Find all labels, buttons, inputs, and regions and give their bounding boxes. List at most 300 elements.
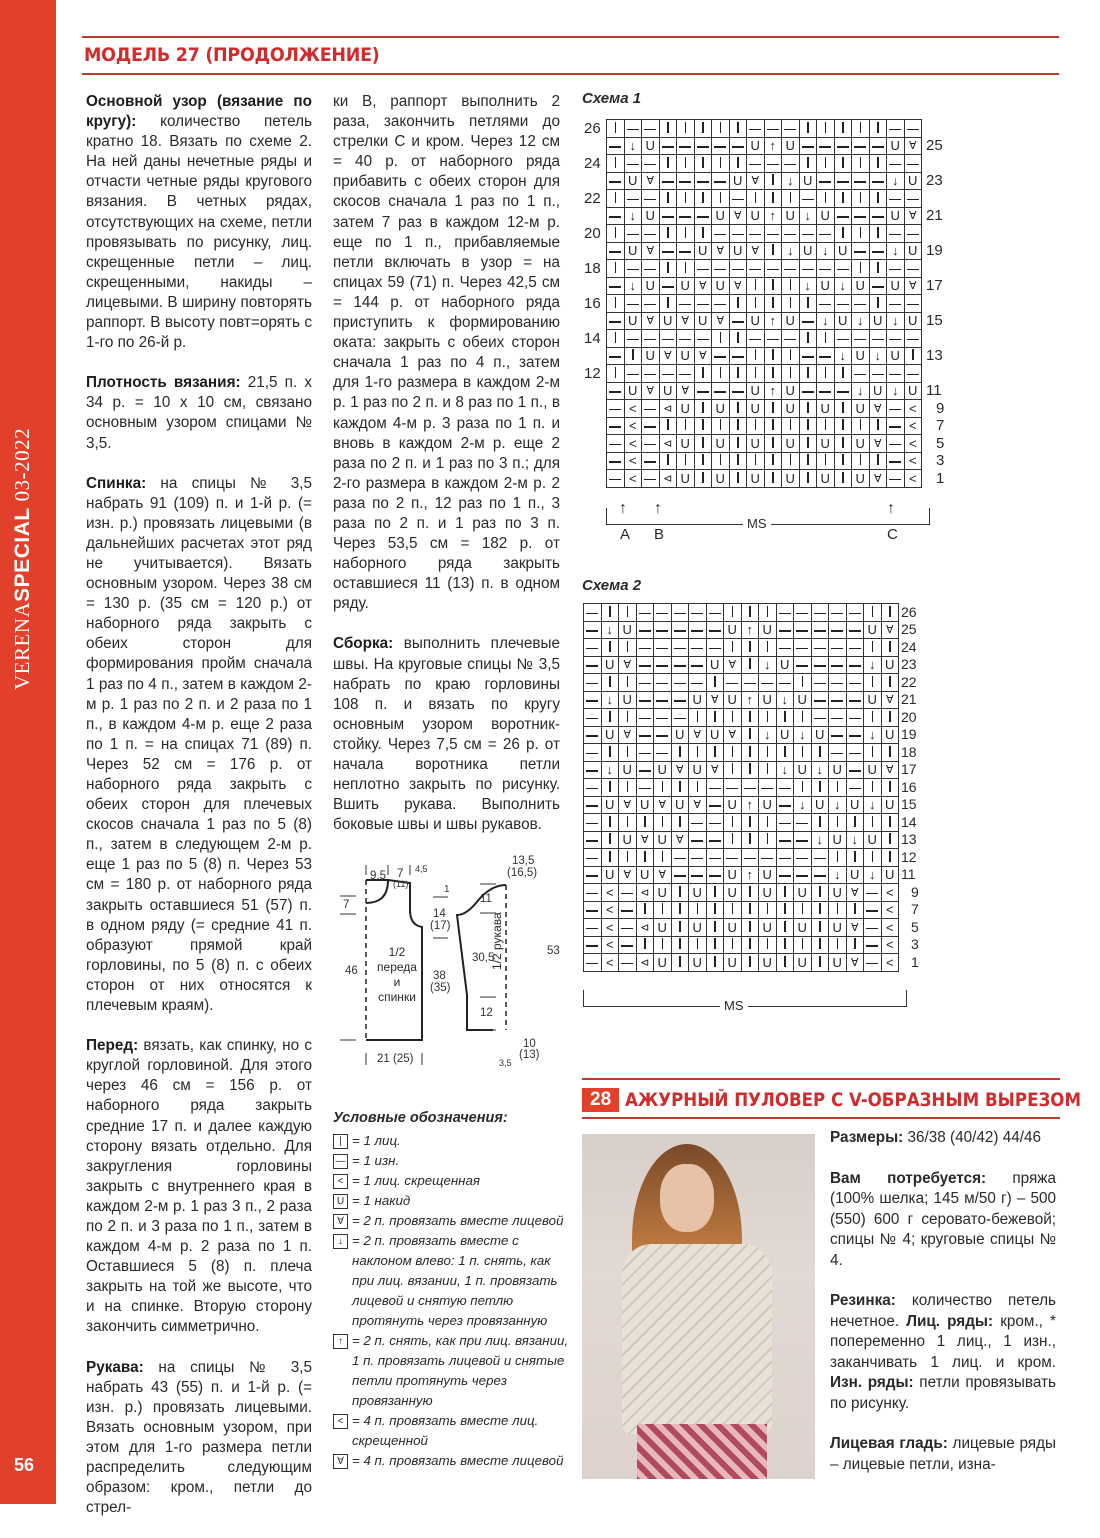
chart-cell <box>776 901 794 919</box>
chart-cell <box>706 709 724 727</box>
knit-symbol <box>825 122 827 133</box>
schema2-ms-bracket <box>583 990 907 1013</box>
purl-symbol <box>854 339 866 341</box>
chart-cell <box>747 172 765 190</box>
chart-cell <box>904 260 922 278</box>
knit-symbol <box>737 297 739 308</box>
purl-symbol <box>732 321 744 323</box>
chart-cell <box>659 242 677 260</box>
knit-symbol <box>697 711 699 722</box>
yarn-over-symbol: U <box>885 867 895 883</box>
chart-cell <box>904 312 922 330</box>
chart-cell <box>671 831 689 849</box>
yarn-over-symbol: U <box>698 313 708 329</box>
chart-cell <box>846 849 864 867</box>
purl-symbol <box>656 665 668 667</box>
purl-symbol <box>802 391 814 393</box>
purl-symbol <box>691 630 703 632</box>
k2tog-symbol: ∀ <box>716 245 725 258</box>
row-number: 5 <box>936 434 945 452</box>
chart-cell <box>694 172 712 190</box>
knit-symbol <box>702 157 704 168</box>
chart-cell <box>584 936 602 954</box>
purl-symbol <box>814 683 826 685</box>
chart-cell <box>799 417 817 435</box>
knit-symbol <box>615 332 617 343</box>
knit-symbol <box>615 157 617 168</box>
chart-cell <box>776 761 794 779</box>
chart-cell <box>764 382 782 400</box>
chart-cell <box>811 691 829 709</box>
row-number: 22 <box>584 189 601 207</box>
purl-symbol <box>639 735 651 737</box>
chart-cell <box>636 656 654 674</box>
chart-cell <box>654 814 672 832</box>
chart-cell <box>817 452 835 470</box>
yarn-over-symbol: U <box>785 435 795 451</box>
k2tog-symbol: ∀ <box>710 764 719 777</box>
chart-cell <box>712 277 730 295</box>
yarn-over-symbol: U <box>855 348 865 364</box>
chart-cell <box>904 347 922 365</box>
legend-label: = 2 п. провязать вместе лицевой <box>352 1213 564 1228</box>
yarn-over-symbol: U <box>727 797 737 813</box>
legend-label: = 4 п. провязать вместе лицевой <box>352 1453 564 1468</box>
purl-symbol <box>639 683 651 685</box>
row-number: 3 <box>911 936 919 952</box>
chart-cell <box>724 814 742 832</box>
chart-cell <box>747 365 765 383</box>
knit-symbol <box>819 956 821 967</box>
chart-cell <box>729 120 747 138</box>
chart-cell <box>846 954 864 972</box>
purl-symbol <box>779 683 791 685</box>
chart-cell <box>694 312 712 330</box>
chart-cell <box>741 604 759 622</box>
purl-symbol <box>779 648 791 650</box>
chart-row <box>607 172 922 190</box>
chart-cell <box>799 207 817 225</box>
knit-symbol <box>790 367 792 378</box>
chart-cell <box>659 347 677 365</box>
purl-symbol <box>907 164 919 166</box>
yarn-over-symbol: U <box>797 919 807 935</box>
knit-symbol <box>784 921 786 932</box>
k2tog-symbol: ∀ <box>693 729 702 742</box>
chart-cell <box>712 172 730 190</box>
chart-row <box>607 470 922 488</box>
chart-cell <box>654 866 672 884</box>
chart-cell <box>689 709 707 727</box>
row-number: 24 <box>901 638 917 655</box>
chart-cell <box>881 656 899 674</box>
chart-cell <box>764 347 782 365</box>
knit-symbol <box>825 419 827 430</box>
purl-symbol <box>831 683 843 685</box>
chart-cell <box>817 225 835 243</box>
purl-symbol <box>609 251 621 253</box>
purl-symbol <box>656 735 668 737</box>
purl-symbol <box>749 269 761 271</box>
chart-cell <box>852 207 870 225</box>
chart-cell <box>677 330 695 348</box>
chart-cell <box>677 260 695 278</box>
chart-cell <box>689 639 707 657</box>
chart-cell <box>834 400 852 418</box>
chart-cell <box>764 260 782 278</box>
yarn-over-symbol: U <box>640 797 650 813</box>
twisted-knit-symbol: < <box>885 902 894 918</box>
knit-symbol <box>749 833 751 844</box>
knit-symbol <box>679 816 681 827</box>
chart-cell <box>794 674 812 692</box>
yarn-over-symbol: U <box>750 470 760 486</box>
chart-row <box>607 207 922 225</box>
purl-symbol <box>639 665 651 667</box>
ssk-arrow-icon: ↓ <box>764 657 771 673</box>
purl-symbol <box>586 683 598 685</box>
chart-cell <box>694 277 712 295</box>
chart-cell <box>659 172 677 190</box>
knit-symbol <box>755 279 757 290</box>
dim-sleeve-cap: 11 <box>480 893 492 905</box>
yarn-over-symbol: U <box>663 383 673 399</box>
purl-symbol <box>644 304 656 306</box>
chart-cell <box>834 330 852 348</box>
purl-symbol <box>796 840 808 842</box>
chart-cell <box>601 744 619 762</box>
yarn-over-symbol: U <box>908 243 918 259</box>
k2tog-symbol: ∀ <box>751 245 760 258</box>
purl-symbol <box>814 648 826 650</box>
chart-cell <box>764 155 782 173</box>
knit-symbol <box>714 921 716 932</box>
chart-cell <box>659 312 677 330</box>
chart-cell <box>636 831 654 849</box>
row-number: 7 <box>911 901 919 917</box>
chart-cell <box>811 604 829 622</box>
chart-cell <box>869 207 887 225</box>
chart-cell <box>887 400 905 418</box>
knit-symbol <box>784 938 786 949</box>
yarn-over-symbol: U <box>785 208 795 224</box>
chart-cell <box>799 470 817 488</box>
knit-symbol <box>784 711 786 722</box>
knit-symbol <box>749 816 751 827</box>
chart-cell <box>864 639 882 657</box>
yarn-over-symbol: U <box>715 400 725 416</box>
chart-cell <box>729 312 747 330</box>
knit-symbol <box>802 711 804 722</box>
row-number: 21 <box>901 691 917 707</box>
purl-symbol <box>837 269 849 271</box>
chart-cell <box>817 312 835 330</box>
chart-cell <box>747 225 765 243</box>
k2tog-symbol: ∀ <box>623 799 632 812</box>
chart-cell <box>677 312 695 330</box>
knit-symbol <box>732 641 734 652</box>
chart-cell <box>584 796 602 814</box>
purl-symbol <box>691 840 703 842</box>
chart-row <box>584 779 899 797</box>
chart-cell <box>601 849 619 867</box>
yarn-over-symbol: U <box>815 727 825 743</box>
chart-cell <box>729 330 747 348</box>
purl-symbol <box>796 875 808 877</box>
chart-cell <box>747 312 765 330</box>
chart-cell <box>782 295 800 313</box>
chart-cell <box>794 884 812 902</box>
knit-symbol <box>825 192 827 203</box>
chart-cell <box>834 435 852 453</box>
purl-symbol <box>674 858 686 860</box>
purl-symbol <box>849 718 861 720</box>
knit-symbol <box>732 833 734 844</box>
purl-symbol <box>644 374 656 376</box>
knit-symbol <box>697 746 699 757</box>
chart-cell <box>584 761 602 779</box>
row-number: 11 <box>926 382 942 399</box>
chart-row <box>607 295 922 313</box>
chart-cell <box>904 190 922 208</box>
dim-sleeve-cuff: 12 <box>480 1007 493 1019</box>
yarn-over-symbol: U <box>680 400 690 416</box>
chart-cell <box>759 796 777 814</box>
chart-cell <box>811 884 829 902</box>
yarn-over-symbol: U <box>803 173 813 189</box>
chart-cell <box>759 866 777 884</box>
chart-row <box>584 674 899 692</box>
legend-label: = 1 изн. <box>352 1153 400 1168</box>
chart-cell <box>607 382 625 400</box>
knit-symbol <box>749 938 751 949</box>
purl-symbol <box>609 479 621 481</box>
purl-symbol <box>662 251 674 253</box>
purl-symbol <box>674 648 686 650</box>
purl-symbol <box>709 858 721 860</box>
ssk-arrow-icon: ↓ <box>629 138 636 154</box>
knit-symbol <box>772 349 774 360</box>
yarn-over-symbol: U <box>657 919 667 935</box>
yarn-over-symbol: U <box>628 173 638 189</box>
purl-symbol <box>714 181 726 183</box>
chart-cell <box>636 919 654 937</box>
chart-cell <box>636 639 654 657</box>
chart-cell <box>764 330 782 348</box>
chart-cell <box>712 242 730 260</box>
chart-cell <box>654 849 672 867</box>
neckline-path <box>366 880 388 903</box>
chart-cell <box>869 347 887 365</box>
chart-cell <box>829 849 847 867</box>
knit-symbol <box>755 297 757 308</box>
chart-cell <box>729 295 747 313</box>
section-28-header <box>582 1088 1100 1112</box>
chart-cell <box>712 330 730 348</box>
chart-cell <box>864 674 882 692</box>
chart-cell <box>741 831 759 849</box>
purl-symbol <box>866 910 878 912</box>
knit-symbol <box>737 157 739 168</box>
purl-symbol <box>644 409 656 411</box>
chart-cell <box>689 954 707 972</box>
chart-cell <box>759 779 777 797</box>
yarn-over-symbol: U <box>727 622 737 638</box>
row-number: 22 <box>901 673 917 690</box>
k2tog-symbol: ∀ <box>728 659 737 672</box>
yarn-over-symbol: U <box>885 727 895 743</box>
yarn-over-symbol: U <box>680 435 690 451</box>
purl-symbol <box>779 613 791 615</box>
yarn-over-symbol: U <box>832 919 842 935</box>
knit-symbol <box>790 192 792 203</box>
chart-cell <box>834 225 852 243</box>
knit-symbol <box>749 641 751 652</box>
paragraph-text: вязать, как спинку, но с круглой горловиной. Для этого через 46 см = 156 р. от наборного ряда закрыть средние 17 п. и далее каждую сторону вязать отдельно. Для закругления горловины закрыть с внутреннего края в каждом 2-м р. 1 раз 3 п., 2 раза по 2 п. и 3 раза по 1 п., затем в каждом 4-м р. 2 раза по 1 п. Оставшиеся 5 (8) п. плеча закрыть на той же высоте, что и на спинке. Вторую сторону закончить симметрично. <box>86 1037 312 1336</box>
chart-cell <box>887 312 905 330</box>
purl-symbol <box>621 945 633 947</box>
k2tog-symbol: ∀ <box>646 175 655 188</box>
purl-symbol <box>697 216 709 218</box>
yarn-over-symbol: U <box>680 470 690 486</box>
chart-cell <box>671 604 689 622</box>
knit-symbol <box>702 419 704 430</box>
chart-cell <box>677 452 695 470</box>
yarn-over-symbol: U <box>680 278 690 294</box>
chart-cell <box>881 761 899 779</box>
chart-cell <box>741 621 759 639</box>
knit-symbol <box>720 157 722 168</box>
chart-cell <box>724 779 742 797</box>
k2tog-symbol: ∀ <box>885 694 894 707</box>
chart-cell <box>741 884 759 902</box>
knit-symbol <box>720 122 722 133</box>
yarn-over-symbol: U <box>832 762 842 778</box>
chart-cell <box>584 831 602 849</box>
paragraph <box>86 92 312 353</box>
purl-symbol <box>644 461 656 463</box>
knit-symbol <box>872 781 874 792</box>
purl-symbol <box>744 858 756 860</box>
dim-armhole-alt: (17) <box>430 920 451 932</box>
knit-symbol <box>767 903 769 914</box>
purl-symbol <box>837 146 849 148</box>
chart-cell <box>834 470 852 488</box>
knit-symbol <box>662 851 664 862</box>
chart-cell <box>852 470 870 488</box>
yarn-over-symbol: U <box>785 383 795 399</box>
chart-cell <box>741 691 759 709</box>
purl-symbol <box>679 146 691 148</box>
yarn-over-symbol: U <box>785 470 795 486</box>
knit-symbol <box>889 676 891 687</box>
knit-symbol <box>790 454 792 465</box>
chart-cell <box>601 691 619 709</box>
knit-symbol <box>872 746 874 757</box>
ssk-arrow-icon: ↓ <box>799 727 806 743</box>
chart-cell <box>776 796 794 814</box>
purl-symbol <box>639 613 651 615</box>
chart-cell <box>706 919 724 937</box>
chart-cell <box>782 242 800 260</box>
k2tog-symbol: ∀ <box>693 799 702 812</box>
legend-label: = 2 п. провязать вместе с наклоном влево: 1 п. снять, как при лиц. вязании, 1 п. провязать лицевой и снятую петлю протянуть через провязанную <box>352 1233 558 1328</box>
yarn-over-symbol: U <box>605 797 615 813</box>
purl-symbol <box>732 356 744 358</box>
chart-cell <box>677 470 695 488</box>
purl-symbol <box>609 286 621 288</box>
chart-cell <box>671 849 689 867</box>
chart-cell <box>864 954 882 972</box>
chart-row <box>584 761 899 779</box>
chart-cell <box>904 172 922 190</box>
purl-symbol <box>644 339 656 341</box>
knit-symbol <box>644 816 646 827</box>
knit-symbol <box>842 192 844 203</box>
row-number: 14 <box>584 329 601 347</box>
legend-label: = 1 лиц. <box>352 1133 401 1148</box>
knit-symbol <box>872 851 874 862</box>
chart-cell <box>794 954 812 972</box>
purl-symbol <box>714 391 726 393</box>
chart-cell <box>741 796 759 814</box>
knit-symbol <box>662 938 664 949</box>
purl-symbol <box>749 129 761 131</box>
chart-cell <box>706 639 724 657</box>
purl-symbol <box>889 164 901 166</box>
chart-row <box>584 936 899 954</box>
chart-cell <box>724 796 742 814</box>
chart-cell <box>759 814 777 832</box>
yarn-over-symbol: U <box>873 383 883 399</box>
purl-symbol <box>697 146 709 148</box>
chart-cell <box>724 726 742 744</box>
purl-symbol <box>779 823 791 825</box>
chart-cell <box>794 621 812 639</box>
chart-row <box>607 225 922 243</box>
knit-symbol <box>679 956 681 967</box>
yarn-over-symbol: U <box>750 383 760 399</box>
chart-cell <box>782 435 800 453</box>
k2tog-symbol: ∀ <box>681 385 690 398</box>
knit-symbol <box>889 781 891 792</box>
knit-symbol <box>790 349 792 360</box>
yarn-over-symbol: U <box>645 208 655 224</box>
chart-cell <box>794 691 812 709</box>
chart-cell <box>811 779 829 797</box>
chart-cell <box>817 172 835 190</box>
chart-cell <box>694 190 712 208</box>
chart-cell <box>619 726 637 744</box>
purl-symbol <box>586 805 598 807</box>
purl-symbol <box>866 963 878 965</box>
chart-cell <box>671 761 689 779</box>
yarn-over-symbol: U <box>890 278 900 294</box>
yarn-over-symbol: U <box>855 278 865 294</box>
yarn-over-symbol: U <box>908 313 918 329</box>
chart-cell <box>607 120 625 138</box>
chart-cell <box>619 901 637 919</box>
chart-cell <box>834 277 852 295</box>
knit-symbol <box>702 402 704 413</box>
ssk-arrow-icon: ↓ <box>606 692 613 708</box>
knit-symbol <box>720 332 722 343</box>
chart-cell <box>601 621 619 639</box>
chart-cell <box>776 831 794 849</box>
chart-cell <box>829 866 847 884</box>
purl-symbol <box>849 770 861 772</box>
knit-symbol <box>854 816 856 827</box>
